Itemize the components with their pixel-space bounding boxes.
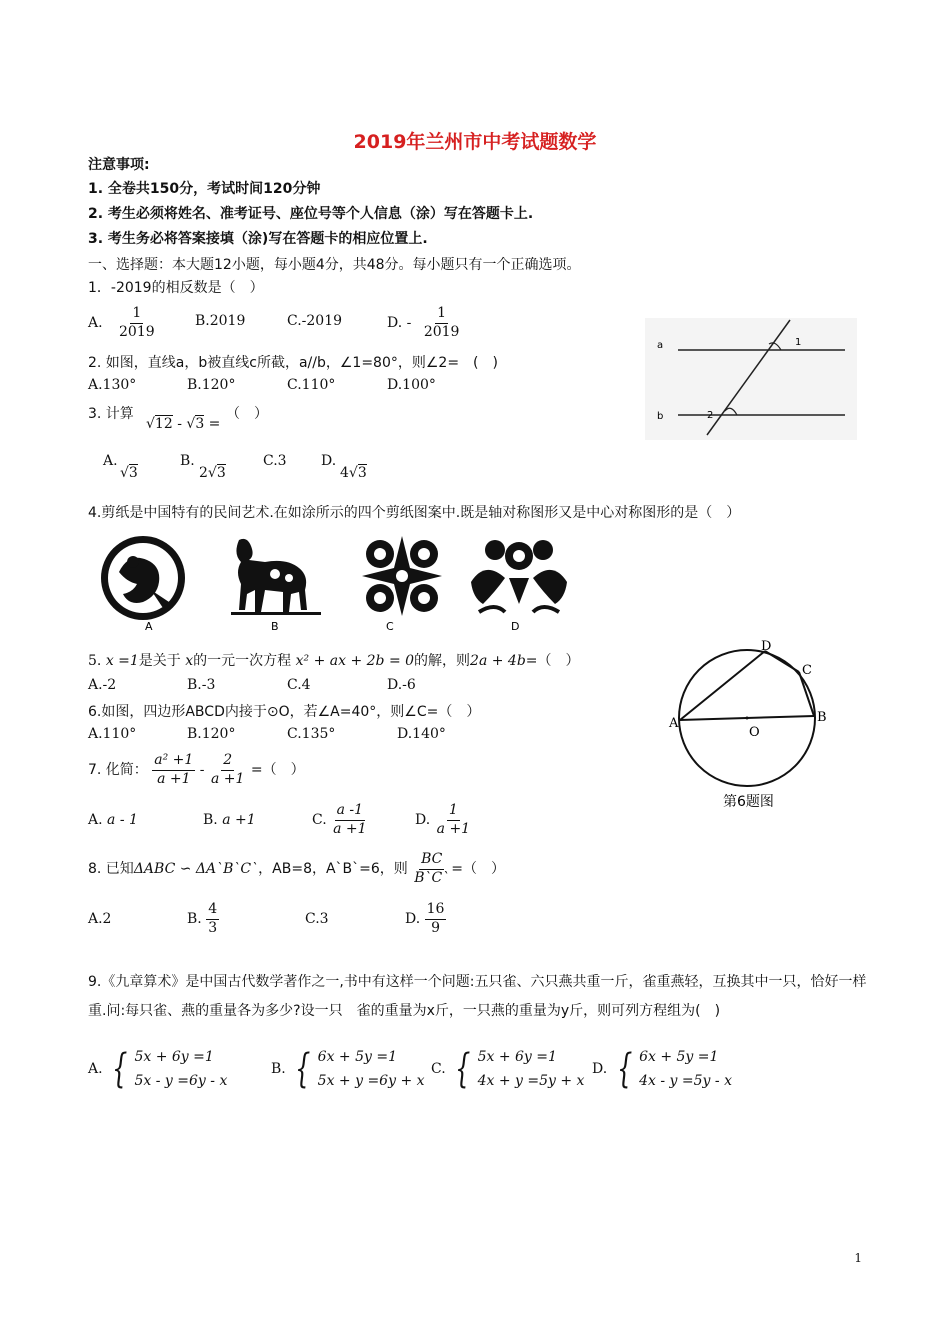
q7-option-a	[88, 812, 138, 828]
q9-option-a	[88, 1045, 227, 1093]
equation: 6x + 5y =1	[317, 1049, 397, 1065]
numerator: 4	[206, 901, 219, 920]
point-label-a: A	[669, 716, 679, 731]
q6-option-a: A.110°	[88, 726, 137, 742]
denominator: a +1	[436, 820, 471, 837]
option-value: a - 1	[107, 812, 138, 828]
denominator: 2019	[423, 323, 460, 340]
point-label-o: O	[749, 725, 760, 740]
q3-option-c: C.3	[263, 453, 287, 469]
q5-option-b: B.-3	[187, 677, 216, 693]
numerator: 1	[447, 802, 460, 821]
brace-icon: {	[112, 1046, 128, 1092]
equation: 4x - y =5y - x	[639, 1073, 732, 1089]
math-expression: 2a + 4b	[470, 653, 526, 669]
q5-option-d: D.-6	[387, 677, 416, 693]
fraction	[331, 802, 368, 838]
denominator: B`C`	[414, 869, 450, 886]
chord-cb	[799, 672, 814, 716]
q3-paren: （ ）	[226, 406, 268, 422]
brace-icon: {	[295, 1046, 311, 1092]
radicand: 3	[128, 465, 138, 481]
equation-system	[290, 1045, 424, 1093]
denominator: a +1	[157, 770, 191, 787]
option-label: A.	[88, 812, 103, 828]
numerator: a -1	[335, 802, 365, 821]
petal-hole	[374, 548, 386, 560]
stem-text: 的解，则	[414, 653, 471, 669]
denominator: 3	[208, 919, 218, 936]
petal-hole	[374, 592, 386, 604]
fraction	[117, 305, 157, 341]
math-expression: x =1	[105, 653, 139, 669]
center-stem	[509, 578, 529, 604]
q2-option-d: D.100°	[387, 377, 436, 393]
leaves	[479, 607, 559, 612]
operator: =	[204, 416, 221, 432]
q9-option-c	[431, 1045, 584, 1093]
pattern-group	[362, 536, 442, 616]
petal-hole	[418, 548, 430, 560]
note-item: 3. 考生务必将答案接填（涂)写在答题卡的相应位置上.	[88, 231, 428, 247]
equation: 4x + y =5y + x	[477, 1073, 585, 1089]
papercut-label: C	[386, 620, 394, 632]
equation: 5x - y =6y - x	[134, 1073, 228, 1089]
numerator: a² +1	[152, 752, 195, 771]
stem-text: =（ ）	[451, 861, 505, 877]
numerator: 16	[425, 901, 447, 920]
petal-hole	[418, 592, 430, 604]
papercut-label: A	[145, 620, 153, 632]
point-label-c: C	[802, 663, 812, 678]
sqrt-icon: √	[207, 465, 217, 481]
q1-option-a	[88, 305, 157, 341]
section-heading: 一、选择题：本大题12小题，每小题4分，共48分。每小题只有一个正确选项。	[88, 257, 581, 273]
label-angle-2: 2	[707, 410, 714, 421]
numerator: 1	[435, 305, 448, 324]
radicand: 3	[195, 416, 205, 432]
q9-option-d	[592, 1045, 732, 1093]
option-value: a +1	[222, 812, 256, 828]
equation: 5x + 6y =1	[134, 1049, 214, 1065]
fraction	[422, 305, 462, 341]
option-label: B.	[271, 1061, 286, 1077]
equation-system	[450, 1045, 584, 1093]
q6-option-d: D.140°	[397, 726, 446, 742]
papercut-label: B	[271, 620, 279, 632]
page-number: 1	[854, 1251, 862, 1265]
q3-option-a: A.	[103, 453, 118, 469]
option-label: D.	[592, 1061, 608, 1077]
radicand: 3	[357, 465, 367, 481]
q6-circle-figure	[665, 632, 840, 812]
q7-option-d	[415, 802, 472, 838]
numerator: 2	[221, 752, 234, 771]
math-expression: x	[185, 653, 194, 669]
option-label: D.	[415, 812, 431, 828]
figure-head	[127, 556, 139, 568]
sqrt-icon: √	[146, 416, 155, 432]
q3-option-b-value	[199, 465, 226, 481]
math-expression: ΔABC ∽ ΔA`B`C`	[133, 861, 259, 877]
q3-option-b: B.	[180, 453, 195, 469]
coefficient: 4	[340, 465, 349, 481]
stem-text: 7. 化简：	[88, 762, 148, 778]
fraction	[152, 752, 195, 788]
center-hole	[396, 570, 408, 582]
fraction	[412, 851, 451, 887]
stem-text: 8. 已知	[88, 861, 134, 877]
equation: 5x + y =6y + x	[317, 1073, 425, 1089]
animal-cutout	[270, 569, 280, 579]
numerator: BC	[419, 851, 444, 870]
point-label-d: D	[761, 639, 772, 654]
q6-option-b: B.120°	[187, 726, 236, 742]
note-item: 2. 考生必须将姓名、准考证号、座位号等个人信息（涂）写在答题卡上.	[88, 206, 534, 222]
figure-caption: 第6题图	[723, 794, 774, 810]
label-angle-1: 1	[795, 337, 802, 348]
ground	[231, 612, 321, 615]
q8-option-d	[405, 901, 446, 937]
flower-shape	[533, 540, 553, 560]
stem-text: ，AB=8，A`B`=6，则	[258, 861, 408, 877]
chord-dc	[765, 651, 799, 672]
q5-option-a: A.-2	[88, 677, 117, 693]
sqrt-icon: √	[120, 465, 129, 481]
q2-option-a: A.130°	[88, 377, 137, 393]
fraction	[425, 901, 447, 937]
question-2-stem: 2. 如图，直线a，b被直线c所截，a//b，∠1=80°，则∠2= ( )	[88, 355, 498, 371]
math-expression: x² + ax + 2b = 0	[295, 653, 415, 669]
stem-text: 的一元一次方程	[193, 653, 292, 669]
q8-option-b	[187, 901, 219, 937]
papercut-b-image	[225, 532, 333, 632]
point-label-b: B	[817, 710, 827, 725]
option-label: A.	[88, 1061, 103, 1077]
q1-option-d	[387, 305, 461, 341]
q3-expression	[146, 416, 220, 432]
chord-ad	[680, 651, 765, 720]
q3-option-d-value	[340, 465, 367, 481]
radicand: 12	[154, 416, 173, 432]
fraction	[206, 901, 219, 937]
notes-heading: 注意事项:	[88, 157, 150, 173]
q1-option-c: C.-2019	[287, 313, 343, 329]
label-a: a	[657, 340, 664, 351]
papercut-label: D	[511, 620, 520, 632]
fraction	[209, 752, 246, 788]
q1-option-b: B.2019	[195, 313, 246, 329]
operator: -	[172, 416, 187, 432]
question-1-stem: 1．-2019的相反数是（ ）	[88, 280, 264, 296]
note-item: 1. 全卷共150分，考试时间120分钟	[88, 181, 321, 197]
radicand: 3	[216, 465, 226, 481]
q3-option-d: D.	[321, 453, 337, 469]
option-label: D.	[405, 911, 421, 927]
question-6-stem: 6.如图，四边形ABCD内接于⊙O，若∠A=40°，则∠C=（ ）	[88, 704, 481, 720]
denominator: a +1	[333, 820, 367, 837]
brace-icon: {	[616, 1046, 633, 1092]
stem-text: 是关于	[138, 653, 181, 669]
option-label: D. -	[387, 315, 412, 331]
question-7-stem	[88, 752, 305, 788]
option-label: B.	[203, 812, 218, 828]
stem-text: =（ ）	[525, 653, 580, 669]
operator: -	[195, 762, 209, 778]
bird-right	[533, 570, 567, 604]
question-3-stem: 3. 计算	[88, 406, 134, 422]
sqrt-icon: √	[186, 416, 196, 432]
q3-option-a-value	[120, 465, 138, 481]
q9-option-b	[271, 1045, 425, 1093]
center-point	[746, 717, 749, 720]
animal-cutout	[285, 574, 293, 582]
fraction	[435, 802, 472, 838]
sqrt-icon: √	[348, 465, 358, 481]
q2-parallel-lines-figure	[645, 318, 857, 440]
equation: 5x + 6y =1	[477, 1049, 557, 1065]
q8-option-c: C.3	[305, 911, 329, 927]
numerator: 1	[130, 305, 143, 324]
option-label: C.	[431, 1061, 446, 1077]
q5-option-c: C.4	[287, 677, 311, 693]
option-label: B.	[187, 911, 202, 927]
denominator: 9	[431, 919, 441, 936]
coefficient: 2	[199, 465, 208, 481]
papercut-a-image	[89, 532, 197, 632]
question-4-stem: 4.剪纸是中国特有的民间艺术.在如涂所示的四个剪纸图案中.既是轴对称图形又是中心对称图形的是（ ）	[88, 505, 741, 521]
bird-left	[471, 570, 505, 604]
q8-option-a: A.2	[88, 911, 112, 927]
figure-background	[645, 318, 857, 440]
option-label: C.	[312, 812, 327, 828]
equation-system	[612, 1045, 732, 1093]
q2-option-c: C.110°	[287, 377, 336, 393]
q2-option-b: B.120°	[187, 377, 236, 393]
question-9-stem: 9.《九章算术》是中国古代数学著作之一,书中有这样一个问题:五只雀、六只燕共重一斤，雀重燕轻，互换其中一只，恰好一样重.问:每只雀、燕的重量各为多少?设一只 雀的重量为x斤，一只燕的重量为y斤，则可列方程组为( )	[88, 974, 867, 1019]
stem-text: =（ ）	[246, 762, 305, 778]
q7-option-c	[312, 802, 369, 838]
question-8-stem	[88, 851, 505, 887]
question-number: 5.	[88, 653, 102, 669]
question-5-stem	[88, 650, 580, 670]
page-title: 2019年兰州市中考试题数学	[353, 131, 597, 153]
papercut-d-image	[465, 532, 573, 632]
papercut-c-image	[350, 532, 458, 632]
equation: 6x + 5y =1	[639, 1049, 719, 1065]
q7-option-b	[203, 812, 256, 828]
equation-system	[107, 1045, 227, 1093]
flower-shape	[485, 540, 505, 560]
q6-option-c: C.135°	[287, 726, 336, 742]
brace-icon: {	[455, 1046, 471, 1092]
flower-center	[513, 550, 525, 562]
denominator: 2019	[119, 323, 155, 340]
option-label: A.	[88, 315, 103, 331]
label-b: b	[657, 411, 664, 422]
denominator: a +1	[210, 770, 245, 787]
